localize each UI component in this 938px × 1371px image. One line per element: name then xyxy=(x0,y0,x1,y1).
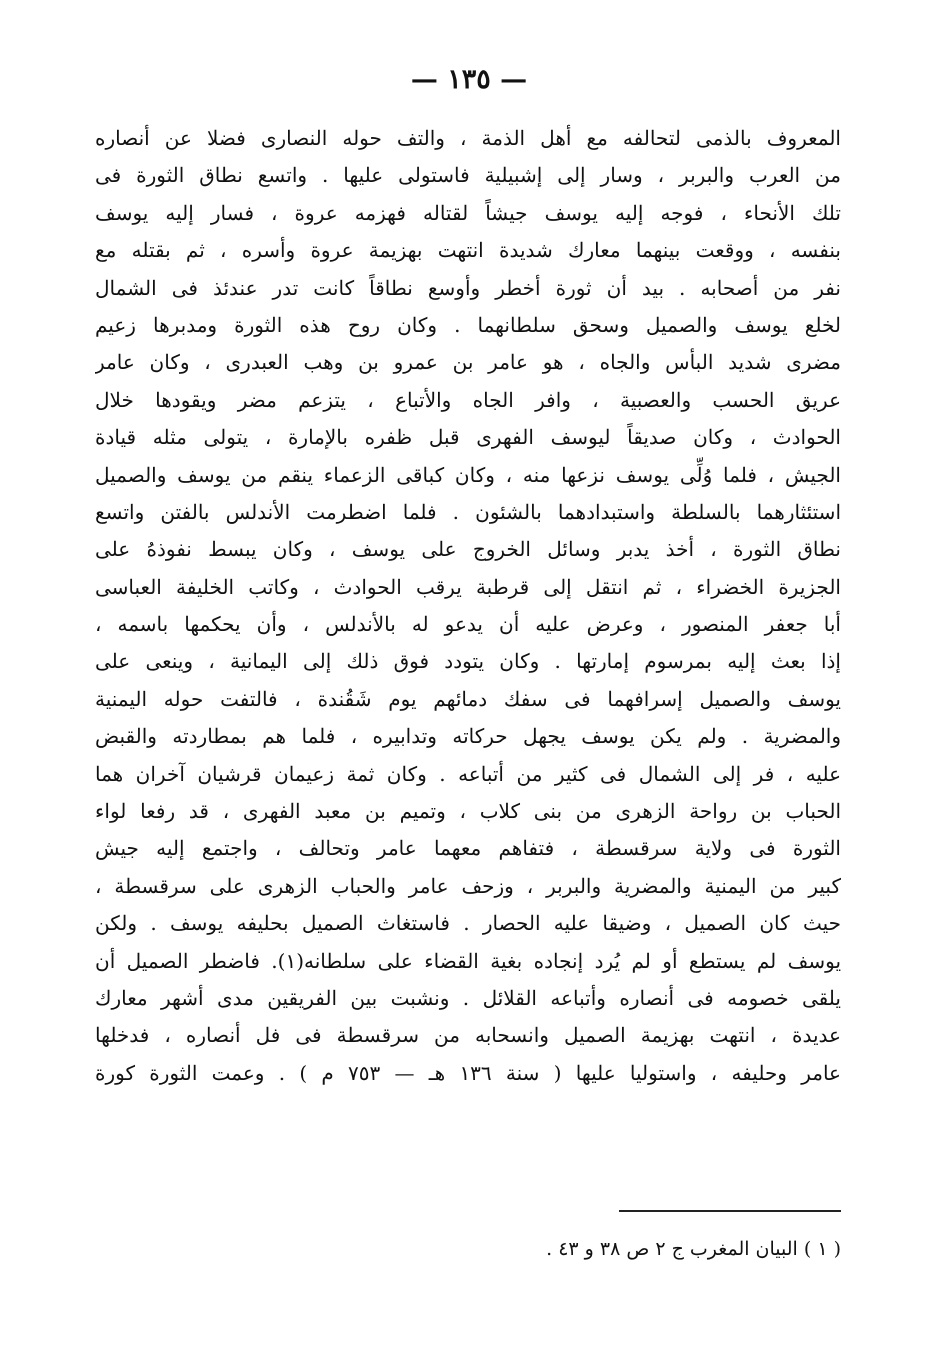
text-line: بنفسه ، ووقعت بينهما معارك شديدة انتهت بهزيمة عروة وأسره ، ثم بقتله مع xyxy=(95,238,841,263)
text-line: يوسف والصميل إسرافهما فى سفك دمائهم يوم شَقُندة ، فالتفت حوله اليمنية xyxy=(95,686,841,711)
text-line: المعروف بالذمى لتحالفه مع أهل الذمة ، والتف حوله النصارى فضلا عن أنصاره xyxy=(95,126,841,150)
text-line: إذا بعث إليه بمرسوم إمارتها . وكان يتودد فوق ذلك إلى اليمانية ، وينعى على xyxy=(95,649,841,674)
text-line: عريق الحسب والعصبية ، وافر الجاه والأتباع ، يتزعم مضر ويقودها خلال xyxy=(95,387,841,412)
footnote-divider xyxy=(619,1210,841,1212)
page-number: — ١٣٥ — xyxy=(410,64,528,95)
text-line: الجيش ، فلما وُلِّى يوسف نزعها منه ، وكان كباقى الزعماء ينقم من يوسف والصميل xyxy=(95,462,841,487)
text-line: كبير من اليمنية والمضرية والبربر ، وزحف عامر والحباب الزهرى على سرقسطة ، xyxy=(95,873,841,898)
text-line: الثورة فى ولاية سرقسطة ، فتفاهم معهما عامر وتحالف ، واجتمع إليه جيش xyxy=(95,836,841,861)
text-line: لخلع يوسف والصميل وسحق سلطانهما . وكان روح هذه الثورة ومدبرها زعيم xyxy=(95,312,841,337)
text-line: نطاق الثورة ، أخذ يدبر وسائل الخروج على يوسف ، وكان يبسط نفوذهُ على xyxy=(95,537,841,562)
text-line: الحباب بن رواحة الزهرى من بنى كلاب ، وتميم بن معبد الفهرى ، قد رفعا لواء xyxy=(95,799,841,824)
text-line: حيث كان الصميل ، وضيقا عليه الحصار . فاستغاث الصميل بحليفه يوسف . ولكن xyxy=(95,911,841,936)
text-line: الجزيرة الخضراء ، ثم انتقل إلى قرطبة يرقب الحوادث ، وكاتب الخليفة العباسى xyxy=(95,574,841,599)
text-line: يلقى خصومه فى أنصاره وأتباعه القلائل . ونشبت بين الفريقين مدى أشهر معارك xyxy=(95,985,841,1010)
text-line: من العرب والبربر ، وسار إلى إشبيلية فاستولى عليها . واتسع نطاق الثورة فى xyxy=(95,163,841,188)
text-line: استئثارهما بالسلطة واستبدادهما بالشئون . فلما اضطرمت الأندلس بالفتن واتسع xyxy=(95,499,841,524)
text-line: مضرى شديد البأس والجاه ، هو عامر بن عمرو بن وهب العبدرى ، وكان عامر xyxy=(95,350,841,375)
text-line: الحوادث ، وكان صديقاً ليوسف الفهرى قبل ظفره بالإمارة ، يتولى مثله قيادة xyxy=(95,425,841,450)
body-text xyxy=(95,120,841,1092)
text-line: عديدة ، انتهت بهزيمة الصميل وانسحابه من سرقسطة فى فل أنصاره ، فدخلها xyxy=(95,1023,841,1048)
text-line: تلك الأنحاء ، فوجه إليه يوسف جيشاً لقتاله فهزمه عروة ، فسار إليه يوسف xyxy=(95,200,841,225)
text-line: نفر من أصحابه . بيد أن ثورة أخطر وأوسع نطاقاً كانت تدر عندئذ فى الشمال xyxy=(95,275,841,300)
text-line: عليه ، فر إلى الشمال فى كثير من أتباعه . وكان ثمة زعيمان قرشيان آخران هما xyxy=(95,761,841,786)
footnote: ( ١ ) البيان المغرب ج ٢ ص ٣٨ و ٤٣ . xyxy=(546,1238,841,1260)
text-line: والمضرية . ولم يكن يوسف يجهل حركاته وتدابيره ، فلما هم بمطاردته والقبض xyxy=(95,724,841,749)
text-line: أبا جعفر المنصور ، وعرض عليه أن يدعو له بالأندلس ، وأن يحكمها باسمه ، xyxy=(95,612,841,637)
text-line: عامر وحليفه ، واستوليا عليها ( سنة ١٣٦ هـ — ٧٥٣ م ) . وعمت الثورة كورة xyxy=(95,1060,841,1085)
text-line: يوسف لم يستطع أو لم يُرد إنجاده بغية القضاء على سلطانه(١). فاضطر الصميل أن xyxy=(95,948,841,973)
